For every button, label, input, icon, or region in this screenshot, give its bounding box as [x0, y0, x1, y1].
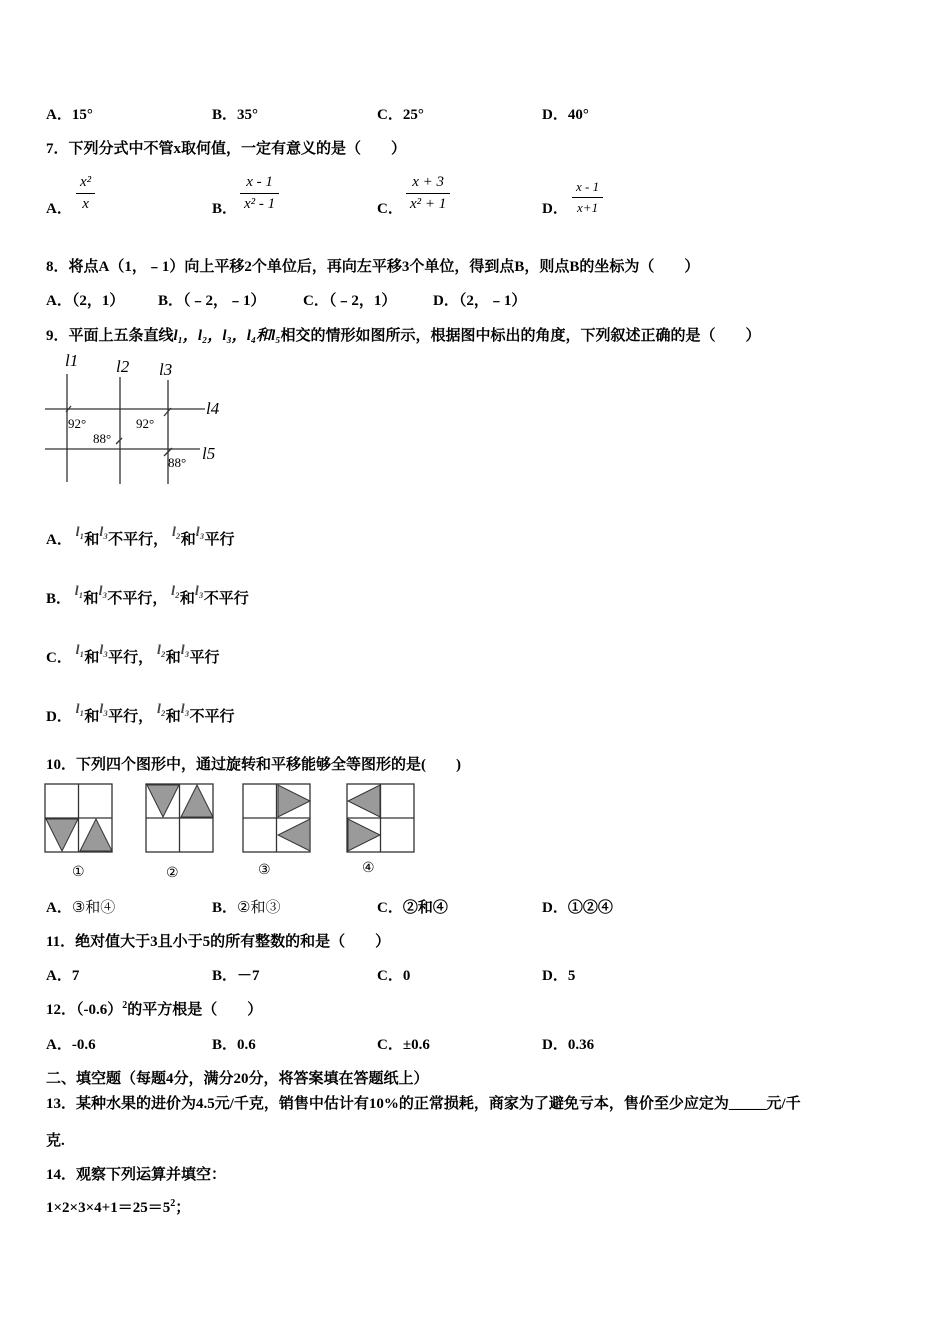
q10-figure-3	[242, 782, 314, 882]
q8-option-d: D．（2，﹣1）	[433, 293, 527, 309]
figure-label-3: ③	[258, 863, 271, 878]
q8-option-c: C．（﹣2，1）	[303, 293, 397, 309]
q10-figure-4	[346, 782, 418, 882]
q7-option-b-letter: B．	[212, 201, 238, 217]
q7-a-numerator: x²	[76, 174, 95, 194]
angle-label-3: 92°	[136, 416, 155, 431]
q9-option-b: B． l₁和l₃不平行， l₂和l₃不平行	[46, 584, 249, 607]
q7-option-a-letter: A．	[46, 201, 72, 217]
q9-option-a: A． l₁和l₃不平行， l₂和l₃平行	[46, 525, 235, 548]
q12-option-a: A．-0.6	[46, 1037, 96, 1053]
figure-label-1: ①	[72, 865, 85, 880]
q9-lines-figure	[40, 352, 230, 492]
q7-c-denominator: x² + 1	[410, 196, 447, 212]
q11-option-c: C．0	[377, 968, 411, 984]
figure-label-4: ④	[362, 861, 375, 876]
q9-stem: 9．平面上五条直线l₁，l₂，l₃，l₄和l₅相交的情形如图所示，根据图中标出的角度，下列叙述正确的是（ ）	[46, 328, 761, 344]
angle-label-4: 88°	[168, 455, 187, 470]
q14-equation: $1\times 2\times 3\times 4+1=25=5^2$；	[46, 1198, 191, 1216]
q10-option-d: D．①②④	[542, 900, 613, 916]
q13-line-2: 克.	[46, 1133, 65, 1149]
q7-d-numerator: x - 1	[572, 179, 603, 198]
label-l3: l3	[159, 360, 173, 379]
q10-stem: 10．下列四个图形中，通过旋转和平移能够全等图形的是( )	[46, 757, 461, 773]
q7-b-denominator: x² - 1	[244, 196, 276, 212]
q10-option-b: B．②和③	[212, 900, 281, 916]
q7-c-numerator: x + 3	[406, 174, 450, 194]
q7-option-d-fraction	[572, 179, 603, 216]
q6-option-d: D．40°	[542, 107, 589, 123]
label-l1: l1	[65, 352, 79, 370]
q7-option-b-fraction	[240, 174, 279, 213]
q12-option-d: D．0.36	[542, 1037, 595, 1053]
q8-option-b: B．（﹣2，﹣1）	[158, 293, 266, 309]
q6-option-c: C．25°	[377, 107, 424, 123]
figure-label-2: ②	[166, 866, 179, 881]
q8-option-a: A．（2，1）	[46, 293, 125, 309]
q6-option-a: A．15°	[46, 107, 93, 123]
q7-option-d-letter: D．	[542, 201, 568, 217]
label-l4: l4	[206, 399, 220, 418]
section-2-title: 二、填空题（每题4分，满分20分，将答案填在答题纸上）	[46, 1071, 429, 1087]
q11-option-d: D．5	[542, 968, 576, 984]
q8-stem: 8．将点A（1，﹣1）向上平移2个单位后，再向左平移3个单位，得到点B，则点B的坐标为（ ）	[46, 259, 700, 275]
angle-label-1: 92°	[68, 416, 87, 431]
label-l5: l5	[202, 444, 216, 463]
q11-stem: 11．绝对值大于3且小于5的所有整数的和是（ ）	[46, 934, 391, 950]
q7-option-a-fraction	[76, 174, 95, 213]
q11-option-a: A．7	[46, 968, 80, 984]
q7-b-numerator: x - 1	[240, 174, 279, 194]
angle-label-2: 88°	[93, 431, 112, 446]
q7-option-c-fraction	[406, 174, 450, 213]
q14-stem: 14．观察下列运算并填空：	[46, 1167, 227, 1183]
q10-figure-1	[44, 782, 116, 882]
q10-option-a: A．③和④	[46, 900, 116, 916]
label-l2: l2	[116, 357, 130, 376]
q12-stem: 12．$(-0.6)^2$的平方根是（ ）	[46, 1000, 263, 1018]
q7-d-denominator: x+1	[577, 200, 599, 215]
q10-option-c: C．②和④	[377, 900, 448, 916]
q9-option-c: C． l₁和l₃平行， l₂和l₃平行	[46, 643, 220, 666]
q10-figure-2	[145, 782, 217, 882]
q7-stem: 7．下列分式中不管x取何值，一定有意义的是（ ）	[46, 141, 407, 157]
q12-option-c: C．±0.6	[377, 1037, 430, 1053]
q13-line-1: 13．某种水果的进价为4.5元/千克，销售中估计有10%的正常损耗，商家为了避免亏本，售价至少应定为_____元/千	[46, 1096, 801, 1112]
q12-option-b: B．0.6	[212, 1037, 256, 1053]
q11-option-b: B．－7	[212, 968, 260, 984]
q6-option-b: B．35°	[212, 107, 259, 123]
q9-option-d: D． l₁和l₃平行， l₂和l₃不平行	[46, 702, 235, 725]
q7-option-c-letter: C．	[377, 201, 403, 217]
q7-a-denominator: x	[82, 196, 89, 212]
